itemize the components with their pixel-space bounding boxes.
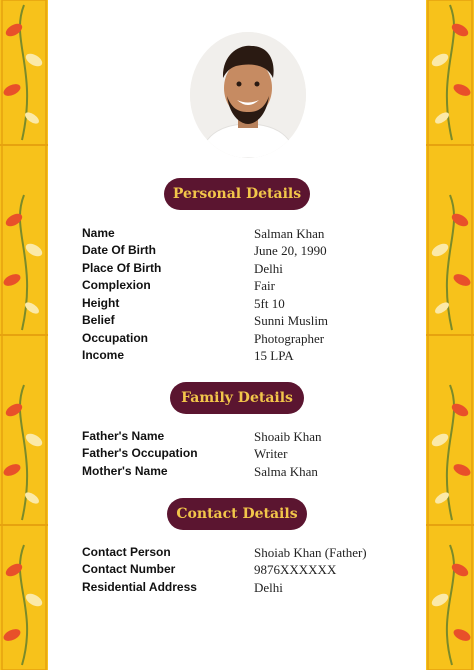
- field-value: 9876XXXXXX: [254, 562, 337, 577]
- family-row-fathers-occupation: [0, 446, 474, 463]
- field-label: Father's Occupation: [82, 446, 198, 460]
- personal-row-place-of-birth: [0, 261, 474, 278]
- field-label: Mother's Name: [82, 464, 168, 478]
- family-details-heading: Family Details: [170, 382, 304, 414]
- field-label: Residential Address: [82, 580, 197, 594]
- field-label: Complexion: [82, 278, 151, 292]
- personal-row-belief: [0, 313, 474, 330]
- profile-photo: [190, 32, 306, 158]
- family-row-fathers-name: [0, 429, 474, 446]
- contact-row-person: [0, 545, 474, 562]
- personal-row-name: [0, 226, 474, 243]
- field-label: Date Of Birth: [82, 243, 157, 257]
- personal-details-heading: Personal Details: [164, 178, 310, 210]
- field-label: Occupation: [82, 331, 149, 345]
- personal-row-complexion: [0, 278, 474, 295]
- field-value: 15 LPA: [254, 348, 294, 363]
- personal-row-occupation: [0, 331, 474, 348]
- field-value: Writer: [254, 446, 288, 461]
- contact-row-address: [0, 580, 474, 597]
- personal-row-date-of-birth: [0, 243, 474, 260]
- field-value: Sunni Muslim: [254, 313, 329, 328]
- field-value: Salman Khan: [254, 226, 325, 241]
- field-value: Salma Khan: [254, 464, 318, 479]
- field-label: Place Of Birth: [82, 261, 162, 275]
- profile-photo-icon: [190, 32, 306, 158]
- contact-row-number: [0, 562, 474, 579]
- field-label: Contact Person: [82, 545, 171, 559]
- field-value: June 20, 1990: [254, 243, 327, 258]
- field-value: Shoaib Khan: [254, 429, 322, 444]
- family-row-mothers-name: [0, 464, 474, 481]
- field-label: Contact Number: [82, 562, 176, 576]
- field-label: Name: [82, 226, 115, 240]
- field-value: Shoiab Khan (Father): [254, 545, 367, 560]
- field-value: Fair: [254, 278, 275, 293]
- field-label: Height: [82, 296, 120, 310]
- contact-details-heading: Contact Details: [167, 498, 307, 530]
- field-value: Delhi: [254, 580, 283, 595]
- field-value: Delhi: [254, 261, 283, 276]
- personal-row-height: [0, 296, 474, 313]
- field-value: Photographer: [254, 331, 325, 346]
- field-label: Belief: [82, 313, 115, 327]
- field-label: Father's Name: [82, 429, 165, 443]
- field-label: Income: [82, 348, 125, 362]
- personal-row-income: [0, 348, 474, 365]
- field-value: 5ft 10: [254, 296, 285, 311]
